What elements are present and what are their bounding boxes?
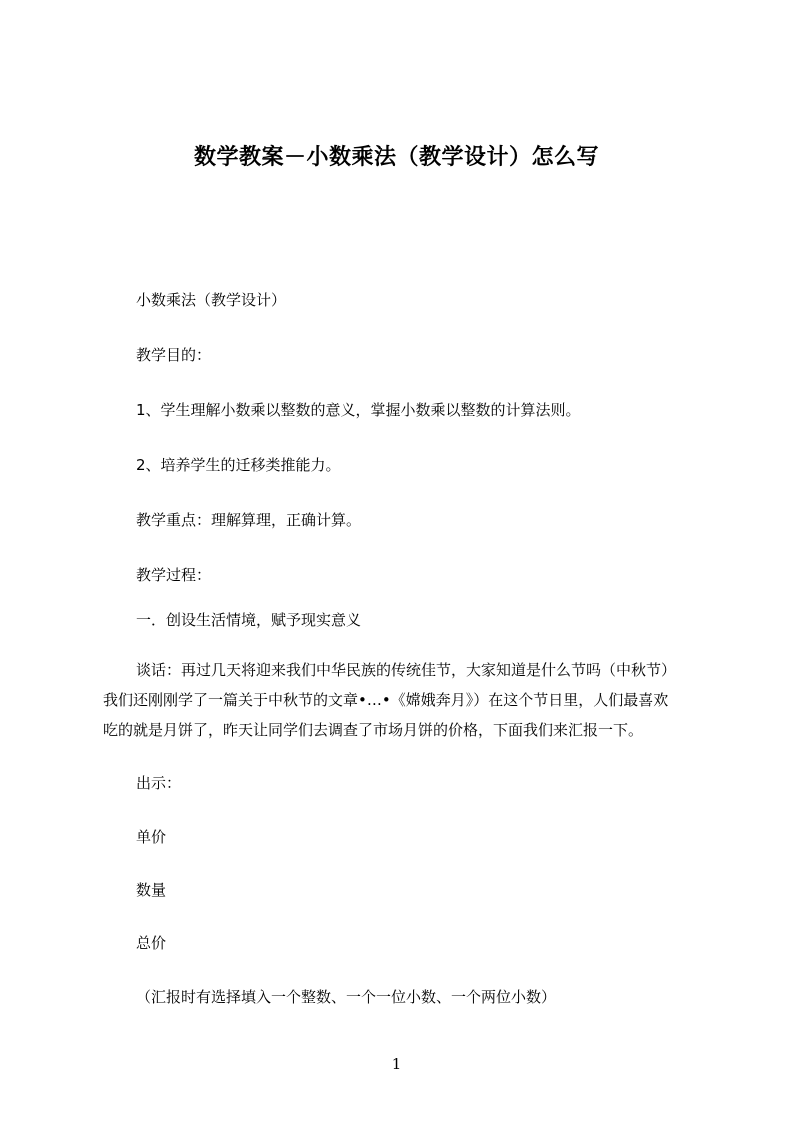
document-title: 数学教案－小数乘法（教学设计）怎么写 (193, 145, 599, 170)
paragraph-quantity: 数量 (136, 881, 167, 899)
paragraph-unit-price: 单价 (136, 828, 167, 846)
paragraph-report-note: （汇报时有选择填入一个整数、一个一位小数、一个两位小数） (136, 988, 557, 1006)
paragraph-key-points: 教学重点：理解算理，正确计算。 (136, 511, 362, 529)
paragraph-goal-2: 2、培养学生的迁移类推能力。 (136, 456, 341, 474)
paragraph-show: 出示： (136, 774, 182, 792)
paragraph-talk-line-1: 谈话：再过几天将迎来我们中华民族的传统佳节，大家知道是什么节吗（中秋节） (136, 661, 677, 679)
paragraph-total-price: 总价 (136, 934, 167, 952)
paragraph-section-1-heading: 一．创设生活情境，赋予现实意义 (136, 611, 362, 629)
paragraph-teaching-process-heading: 教学过程： (136, 566, 212, 584)
paragraph-talk-line-2: 我们还刚刚学了一篇关于中秋节的文章•…•《嫦娥奔月》）在这个节日里，人们最喜欢 (103, 691, 669, 709)
page-number: 1 (391, 1055, 402, 1073)
paragraph-goal-1: 1、学生理解小数乘以整数的意义，掌握小数乘以整数的计算法则。 (136, 401, 581, 419)
paragraph-subtitle: 小数乘法（教学设计） (136, 291, 287, 309)
paragraph-talk-line-3: 吃的就是月饼了，昨天让同学们去调查了市场月饼的价格，下面我们来汇报一下。 (103, 721, 644, 739)
paragraph-teaching-goals-heading: 教学目的： (136, 346, 212, 364)
